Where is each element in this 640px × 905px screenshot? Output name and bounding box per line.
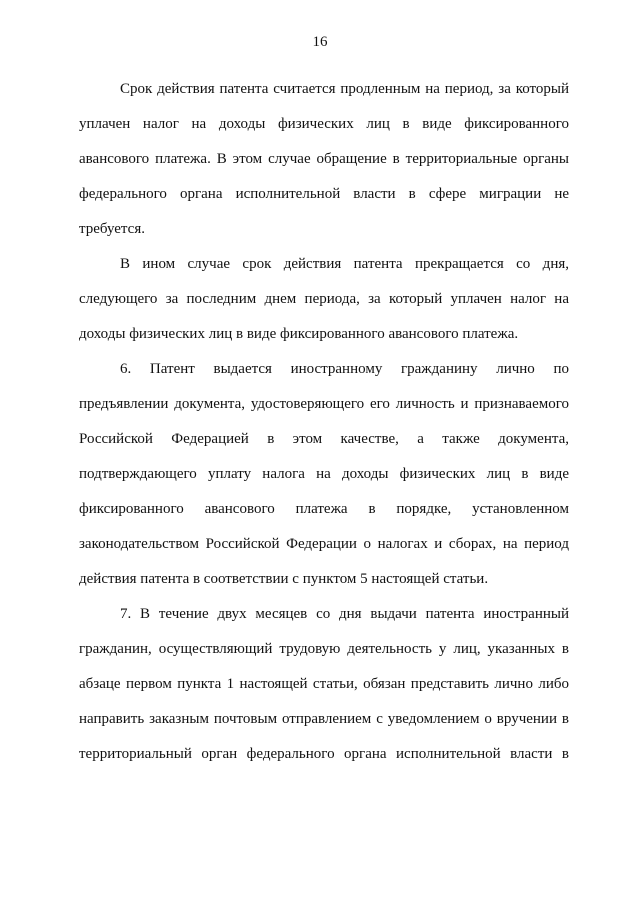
paragraph-line: территориальный орган федерального органа исполнительной власти в	[79, 746, 569, 762]
paragraph-line: фиксированного авансового платежа в порядке, установленном	[79, 501, 569, 517]
paragraph-line: законодательством Российской Федерации о налогах и сборах, на период	[79, 536, 569, 552]
paragraph-line: гражданин, осуществляющий трудовую деятельность у лиц, указанных в	[79, 641, 569, 657]
paragraph-line: следующего за последним днем периода, за который уплачен налог на	[79, 291, 569, 307]
paragraph-2	[79, 247, 569, 352]
paragraph-line: абзаце первом пункта 1 настоящей статьи, обязан представить лично либо	[79, 676, 569, 692]
paragraph-line: предъявлении документа, удостоверяющего его личность и признаваемого	[79, 396, 569, 412]
paragraph-1	[79, 72, 569, 247]
paragraph-line: Российской Федерацией в этом качестве, а также документа,	[79, 431, 569, 447]
paragraph-line: доходы физических лиц в виде фиксированного авансового платежа.	[79, 326, 519, 342]
paragraph-line: 7. В течение двух месяцев со дня выдачи патента иностранный	[120, 606, 569, 622]
paragraph-line: действия патента в соответствии с пунктом 5 настоящей статьи.	[79, 571, 489, 587]
paragraph-item-6	[79, 352, 569, 597]
paragraph-line: требуется.	[79, 221, 145, 237]
body-text	[79, 72, 569, 772]
paragraph-line: В ином случае срок действия патента прекращается со дня,	[120, 256, 569, 272]
paragraph-line: направить заказным почтовым отправлением с уведомлением о вручении в	[79, 711, 569, 727]
paragraph-line: уплачен налог на доходы физических лиц в виде фиксированного	[79, 116, 569, 132]
paragraph-line: федерального органа исполнительной власти в сфере миграции не	[79, 186, 569, 202]
paragraph-line: подтверждающего уплату налога на доходы физических лиц в виде	[79, 466, 569, 482]
paragraph-line: 6. Патент выдается иностранному гражданину лично по	[120, 361, 569, 377]
page-number: 16	[312, 34, 328, 50]
paragraph-line: авансового платежа. В этом случае обращение в территориальные органы	[79, 151, 569, 167]
paragraph-line: Срок действия патента считается продленным на период, за который	[120, 81, 569, 97]
paragraph-item-7	[79, 597, 569, 772]
